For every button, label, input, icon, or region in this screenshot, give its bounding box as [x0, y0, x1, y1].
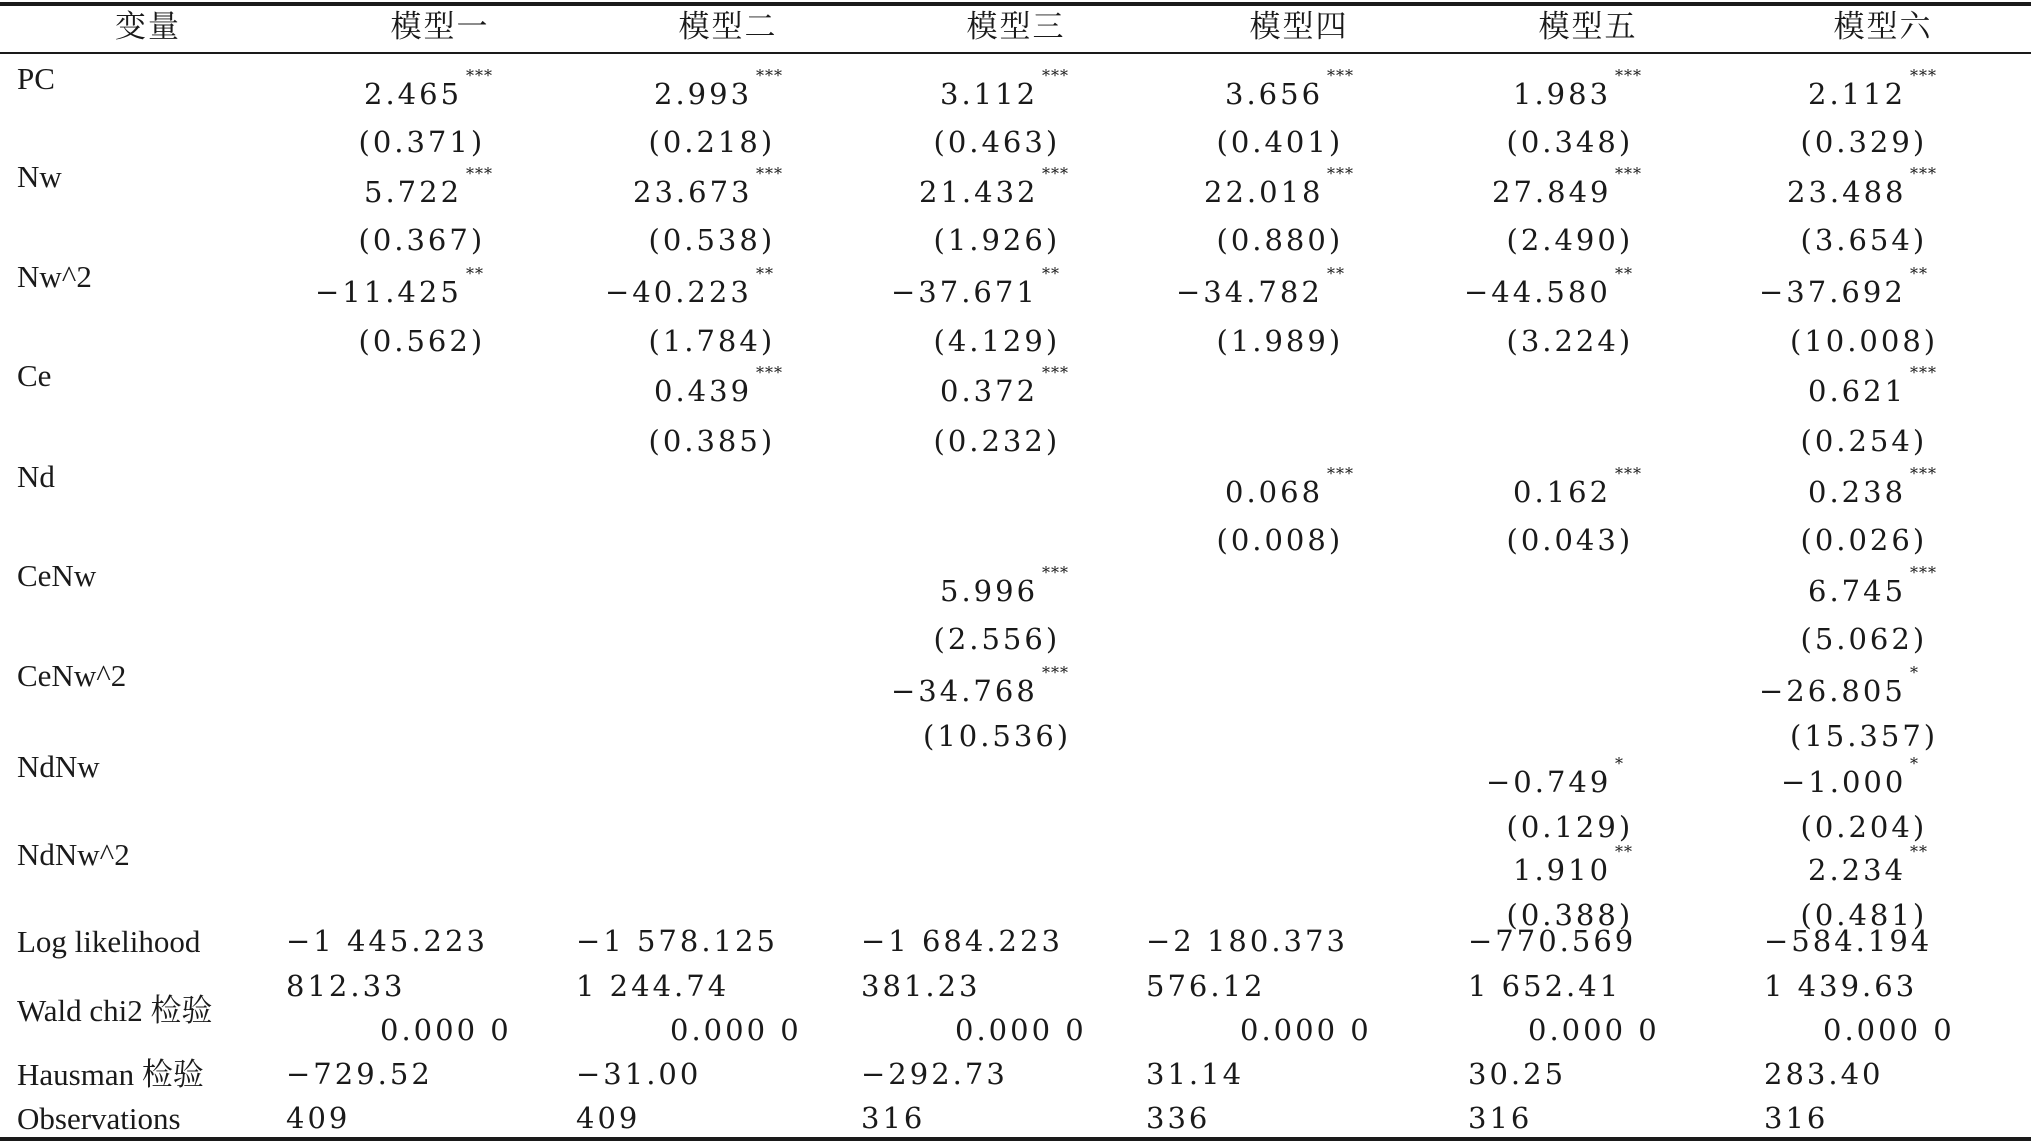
row-label: Ce [17, 357, 52, 393]
coefficient: 27.849 [1492, 174, 1612, 209]
significance-stars: *** [466, 164, 493, 183]
standard-error: (3.224) [1506, 323, 1634, 358]
significance-stars: *** [756, 363, 783, 382]
standard-error: (1.989) [1216, 323, 1344, 358]
standard-error: (0.329) [1800, 124, 1928, 159]
stat-value: −729.52 [286, 1056, 433, 1091]
standard-error: (0.218) [648, 124, 776, 159]
coefficient: −11.425 [315, 274, 462, 309]
significance-stars: *** [1042, 363, 1069, 382]
standard-error: (1.784) [648, 323, 776, 358]
stat-label: Observations [17, 1100, 181, 1136]
significance-stars: ** [1910, 264, 1928, 283]
standard-error: (0.367) [358, 222, 486, 257]
significance-stars: *** [1042, 66, 1069, 85]
significance-stars: *** [756, 164, 783, 183]
standard-error: (0.388) [1506, 897, 1634, 932]
coefficient: 6.745 [1808, 573, 1907, 608]
coefficient: 0.372 [940, 373, 1039, 408]
stat-value: 1 652.41 [1468, 968, 1622, 1003]
coefficient: 23.488 [1787, 174, 1907, 209]
row-label: Nw [17, 158, 62, 194]
stat-value: −31.00 [576, 1056, 702, 1091]
significance-stars: *** [1910, 563, 1937, 582]
standard-error: (0.562) [358, 323, 486, 358]
table-top-rule [0, 2, 2031, 6]
coefficient: 2.993 [654, 76, 753, 111]
significance-stars: ** [756, 264, 774, 283]
significance-stars: *** [1910, 164, 1937, 183]
significance-stars: * [1910, 663, 1919, 682]
coefficient: 1.910 [1513, 852, 1612, 887]
standard-error: (0.538) [648, 222, 776, 257]
stat-value: 381.23 [861, 968, 981, 1003]
standard-error: (2.556) [933, 621, 1061, 656]
stat-value: 316 [861, 1100, 926, 1135]
stat-value: −770.569 [1468, 923, 1637, 958]
standard-error: (0.129) [1506, 809, 1634, 844]
coefficient: 2.112 [1808, 76, 1907, 111]
significance-stars: *** [1042, 164, 1069, 183]
significance-stars: *** [1327, 164, 1354, 183]
coefficient: 5.722 [364, 174, 463, 209]
coefficient: 5.996 [940, 573, 1039, 608]
stat-value: 812.33 [286, 968, 406, 1003]
table-bottom-rule [0, 1137, 2031, 1141]
significance-stars: ** [1042, 264, 1060, 283]
standard-error: (0.232) [933, 423, 1061, 458]
standard-error: (0.481) [1800, 897, 1928, 932]
stat-value: 316 [1468, 1100, 1533, 1135]
significance-stars: ** [1910, 842, 1928, 861]
significance-stars: *** [1910, 464, 1937, 483]
stat-label: Log likelihood [17, 923, 201, 959]
coefficient: 2.234 [1808, 852, 1907, 887]
stat-value: 409 [576, 1100, 641, 1135]
coefficient: −34.782 [1176, 274, 1323, 309]
stat-value: 336 [1146, 1100, 1211, 1135]
significance-stars: *** [1615, 164, 1642, 183]
standard-error: (15.357) [1790, 718, 1939, 753]
row-label: Nw^2 [17, 258, 92, 294]
header-model: 模型三 [966, 8, 1066, 45]
coefficient: 1.983 [1513, 76, 1612, 111]
coefficient: 0.162 [1513, 474, 1612, 509]
stat-value: 1 439.63 [1764, 968, 1918, 1003]
significance-stars: *** [466, 66, 493, 85]
coefficient: −37.692 [1759, 274, 1906, 309]
stat-value: −584.194 [1764, 923, 1933, 958]
stat-label: Hausman 检验 [17, 1056, 204, 1092]
standard-error: (0.401) [1216, 124, 1344, 159]
p-value: 0.000 0 [670, 1012, 802, 1047]
coefficient: −44.580 [1464, 274, 1611, 309]
stat-value: 409 [286, 1100, 351, 1135]
header-variable: 变量 [115, 8, 181, 45]
coefficient: 0.068 [1225, 474, 1324, 509]
coefficient: 3.112 [940, 76, 1039, 111]
stat-value: −1 445.223 [286, 923, 488, 958]
stat-value: −2 180.373 [1146, 923, 1348, 958]
significance-stars: ** [1615, 264, 1633, 283]
p-value: 0.000 0 [1240, 1012, 1372, 1047]
row-label: Nd [17, 458, 55, 494]
header-model: 模型四 [1249, 8, 1349, 45]
significance-stars: * [1910, 754, 1919, 773]
coefficient: 2.465 [364, 76, 463, 111]
standard-error: (10.536) [923, 718, 1072, 753]
row-label: PC [17, 60, 55, 96]
header-model: 模型六 [1833, 8, 1933, 45]
stat-value: 1 244.74 [576, 968, 730, 1003]
stat-value: 283.40 [1764, 1056, 1884, 1091]
significance-stars: *** [1615, 66, 1642, 85]
stat-value: 316 [1764, 1100, 1829, 1135]
significance-stars: *** [1615, 464, 1642, 483]
p-value: 0.000 0 [380, 1012, 512, 1047]
row-label: NdNw [17, 748, 100, 784]
standard-error: (0.026) [1800, 522, 1928, 557]
coefficient: −0.749 [1486, 764, 1612, 799]
standard-error: (10.008) [1790, 323, 1939, 358]
standard-error: (0.008) [1216, 522, 1344, 557]
significance-stars: *** [1042, 563, 1069, 582]
standard-error: (2.490) [1506, 222, 1634, 257]
standard-error: (0.254) [1800, 423, 1928, 458]
significance-stars: *** [756, 66, 783, 85]
significance-stars: ** [466, 264, 484, 283]
stat-value: 30.25 [1468, 1056, 1567, 1091]
standard-error: (0.204) [1800, 809, 1928, 844]
standard-error: (1.926) [933, 222, 1061, 257]
stat-value: −292.73 [861, 1056, 1008, 1091]
p-value: 0.000 0 [1528, 1012, 1660, 1047]
stat-label: Wald chi2 检验 [17, 992, 213, 1028]
standard-error: (0.880) [1216, 222, 1344, 257]
p-value: 0.000 0 [955, 1012, 1087, 1047]
standard-error: (0.348) [1506, 124, 1634, 159]
standard-error: (0.371) [358, 124, 486, 159]
stat-value: 31.14 [1146, 1056, 1245, 1091]
coefficient: 0.439 [654, 373, 753, 408]
standard-error: (0.463) [933, 124, 1061, 159]
coefficient: −34.768 [891, 673, 1038, 708]
coefficient: 3.656 [1225, 76, 1324, 111]
coefficient: 0.238 [1808, 474, 1907, 509]
stat-value: −1 684.223 [861, 923, 1063, 958]
header-model: 模型五 [1538, 8, 1638, 45]
standard-error: (4.129) [933, 323, 1061, 358]
significance-stars: *** [1327, 66, 1354, 85]
row-label: NdNw^2 [17, 836, 130, 872]
coefficient: 21.432 [919, 174, 1039, 209]
coefficient: −37.671 [891, 274, 1038, 309]
significance-stars: *** [1910, 66, 1937, 85]
significance-stars: *** [1042, 663, 1069, 682]
coefficient: −40.223 [605, 274, 752, 309]
coefficient: 22.018 [1204, 174, 1324, 209]
standard-error: (5.062) [1800, 621, 1928, 656]
table-header-rule [0, 52, 2031, 54]
coefficient: −26.805 [1759, 673, 1906, 708]
significance-stars: * [1615, 754, 1624, 773]
p-value: 0.000 0 [1823, 1012, 1955, 1047]
header-model: 模型一 [390, 8, 490, 45]
stat-value: 576.12 [1146, 968, 1266, 1003]
coefficient: −1.000 [1781, 764, 1907, 799]
significance-stars: *** [1327, 464, 1354, 483]
row-label: CeNw [17, 557, 97, 593]
significance-stars: *** [1910, 363, 1937, 382]
coefficient: 0.621 [1808, 373, 1907, 408]
significance-stars: ** [1327, 264, 1345, 283]
standard-error: (0.385) [648, 423, 776, 458]
standard-error: (0.043) [1506, 522, 1634, 557]
standard-error: (3.654) [1800, 222, 1928, 257]
header-model: 模型二 [678, 8, 778, 45]
coefficient: 23.673 [633, 174, 753, 209]
stat-value: −1 578.125 [576, 923, 778, 958]
row-label: CeNw^2 [17, 657, 127, 693]
significance-stars: ** [1615, 842, 1633, 861]
